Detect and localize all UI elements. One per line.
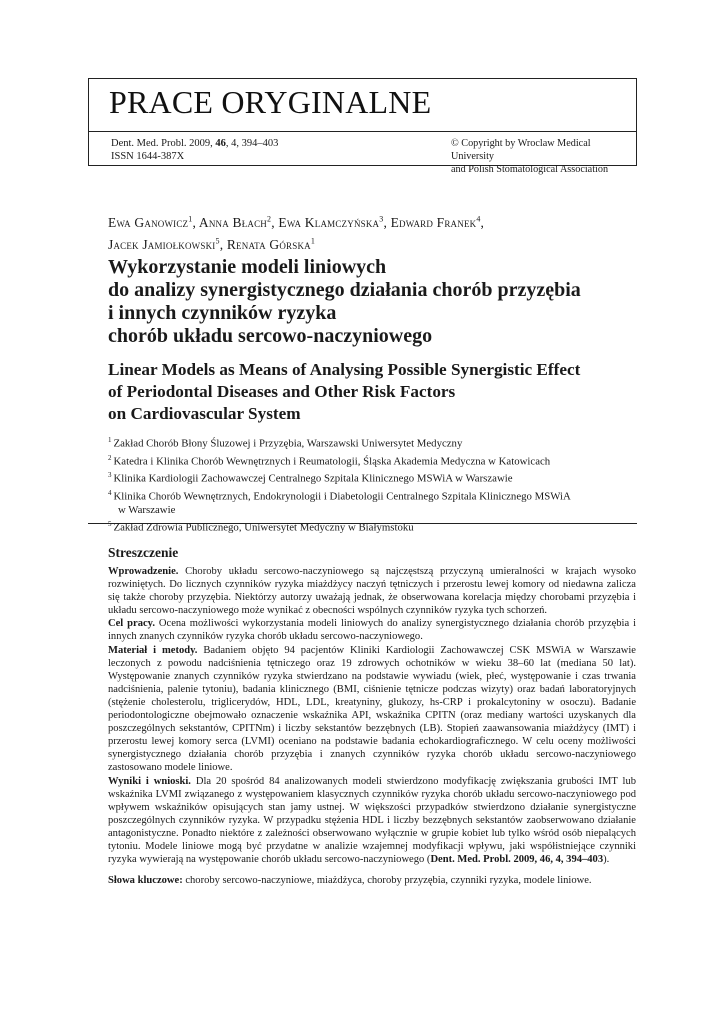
author: Jacek Jamiołkowski$^5$, — [108, 236, 227, 252]
author: Ewa Ganowicz$^1$, — [108, 214, 199, 230]
section-divider — [88, 523, 637, 524]
affiliation-item: $^3$ Klinika Kardiologii Zachowawczej Centralnego Szpitala Klinicznego MSWiA w Warszawie — [108, 471, 513, 485]
copyright-line-1: © Copyright by Wroclaw Medical University — [451, 138, 591, 162]
citation-line: Dent. Med. Probl. 2009, 46, 4, 394–403 — [111, 138, 279, 149]
affiliation-item: $^4$ Klinika Chorób Wewnętrznych, Endokrynologii i Diabetologii Centralnego Szpitala Klinicznego MSWiA w Warszawie — [108, 488, 571, 517]
affiliations-list — [108, 433, 643, 535]
title-polish: Wykorzystanie modeli liniowych do analizy synergistycznego działania chorób przyzębia i innych czynników ryzyka chorób układu sercowo-naczyniowego — [108, 256, 581, 347]
copyright-block — [451, 137, 636, 176]
abstract-methods: Materiał i metody. Badaniem objęto 94 pacjentów Kliniki Kardiologii Zachowawczej CSK MSWiA w Warszawie leczonych z powodu nadciśnienia tętniczego oraz 19 zdrowych ochotników w wieku 38–60 lat (mediana 50 lat). Występowanie znanych czynników ryzyka stwierdzano na podstawie wywiadu (wiek, płeć, występowanie i czas trwania nadciśnienia, palenie tytoniu), badania klinicznego (BMI, ciśnienie tętnicze podczas wizyty) oraz badań laboratoryjnych (stężenie cholesterolu, triglicerydów, HDL, LDL, kreatyniny, glukozy, hs-CRP i prokalcytoniny w osoczu). Badanie periodontologiczne obejmowało oznaczenie wskaźnika API, wskaźnika CPITN (oraz mediany wartości uzyskanych dla poszczególnych sekstantów, CPITNm) i liczby sekstantów bezzębnych (LB). Stopień zaawansowania miażdżycy (IMT) i przerostu lewej komory serca (LVMI) oceniano na podstawie badania echokardiograficznego. W celu oceny możliwości synergistycznego działania chorób przyzębia i znanych czynników ryzyka chorób układu sercowo-naczyniowego zastosowano modele liniowe. — [108, 644, 636, 774]
affiliation-item: $^5$ Zakład Zdrowia Publicznego, Uniwersytet Medyczny w Białymstoku — [108, 520, 414, 534]
abstract-results: Wyniki i wnioski. Dla 20 spośród 84 analizowanych modeli stwierdzono modyfikację zwiększania grubości IMT lub wskaźnika LVMI związanego z występowaniem klasycznych czynników ryzyka chorób układu sercowo-naczyniowego pod wpływem wskaźników opisujących stan jamy ustnej. W większości przypadków stwierdzono działanie synergistyczne poszczególnych czynników ryzyka. W przypadku stężenia HDL i liczby bezzębnych sekstantów zaobserwowano działanie antagonistyczne. Ponadto niektóre z zależności obserwowano wyłącznie w grupie kobiet lub tylko wśród osób niepalących tytoniu. Modele liniowe mogą być przydatne w analizie wzajemnej modyfikacji wpływu, jaki współistniejące czynniki ryzyka wywierają na występowanie chorób układu sercowo-naczyniowego (Dent. Med. Probl. 2009, 46, 4, 394–403). — [108, 775, 636, 866]
title-english: Linear Models as Means of Analysing Possible Synergistic Effect of Periodontal Diseases and Other Risk Factors on Cardiovascular System — [108, 360, 581, 423]
keywords: Słowa kluczowe: choroby sercowo-naczyniowe, miażdżyca, choroby przyzębia, czynniki ryzyka, modele liniowe. — [108, 875, 592, 887]
abstract-heading: Streszczenie — [108, 545, 179, 560]
journal-header-box — [88, 78, 637, 175]
author-list — [108, 209, 638, 254]
abstract-introduction: Wprowadzenie. Choroby układu sercowo-naczyniowego są najczęstszą przyczyną umieralności w krajach wysoko rozwiniętych. Do licznych czynników ryzyka miażdżycy naczyń tętniczych i przerostu lewej komory od niedawna zalicza się także choroby przyzębia. Niektórzy autorzy uważają jednak, że obserwowana korelacja między chorobami przyzębia i układu sercowo-naczyniowego może wynikać z obecności wspólnych czynników ryzyka tych schorzeń. — [108, 566, 636, 617]
issn: ISSN 1644-387X — [111, 151, 185, 162]
header-divider — [89, 131, 636, 132]
journal-section-title: PRACE ORYGINALNE — [109, 84, 432, 120]
copyright-line-2: and Polish Stomatological Association — [451, 164, 609, 175]
abstract-aim: Cel pracy. Ocena możliwości wykorzystania modeli liniowych do analizy synergistycznego działania chorób przyzębia i innych znanych czynników ryzyka chorób układu sercowo-naczyniowego. — [108, 618, 636, 643]
author: Renata Górska$^1$ — [226, 236, 316, 252]
affiliation-item: $^1$ Zakład Chorób Błony Śluzowej i Przyzębia, Warszawski Uniwersytet Medyczny — [108, 436, 463, 450]
author: Ewa Klamczyńska$^3$, — [278, 214, 391, 230]
citation-volume: 46 — [215, 138, 226, 149]
author: Edward Franek$^4$, — [390, 214, 485, 230]
affiliation-item: $^2$ Katedra i Klinika Chorób Wewnętrznych i Reumatologii, Śląska Akademia Medyczna w Katowicach — [108, 453, 551, 468]
author: Anna Błach$^2$, — [198, 214, 279, 230]
abstract-body — [108, 565, 636, 887]
citation-block — [111, 137, 278, 163]
